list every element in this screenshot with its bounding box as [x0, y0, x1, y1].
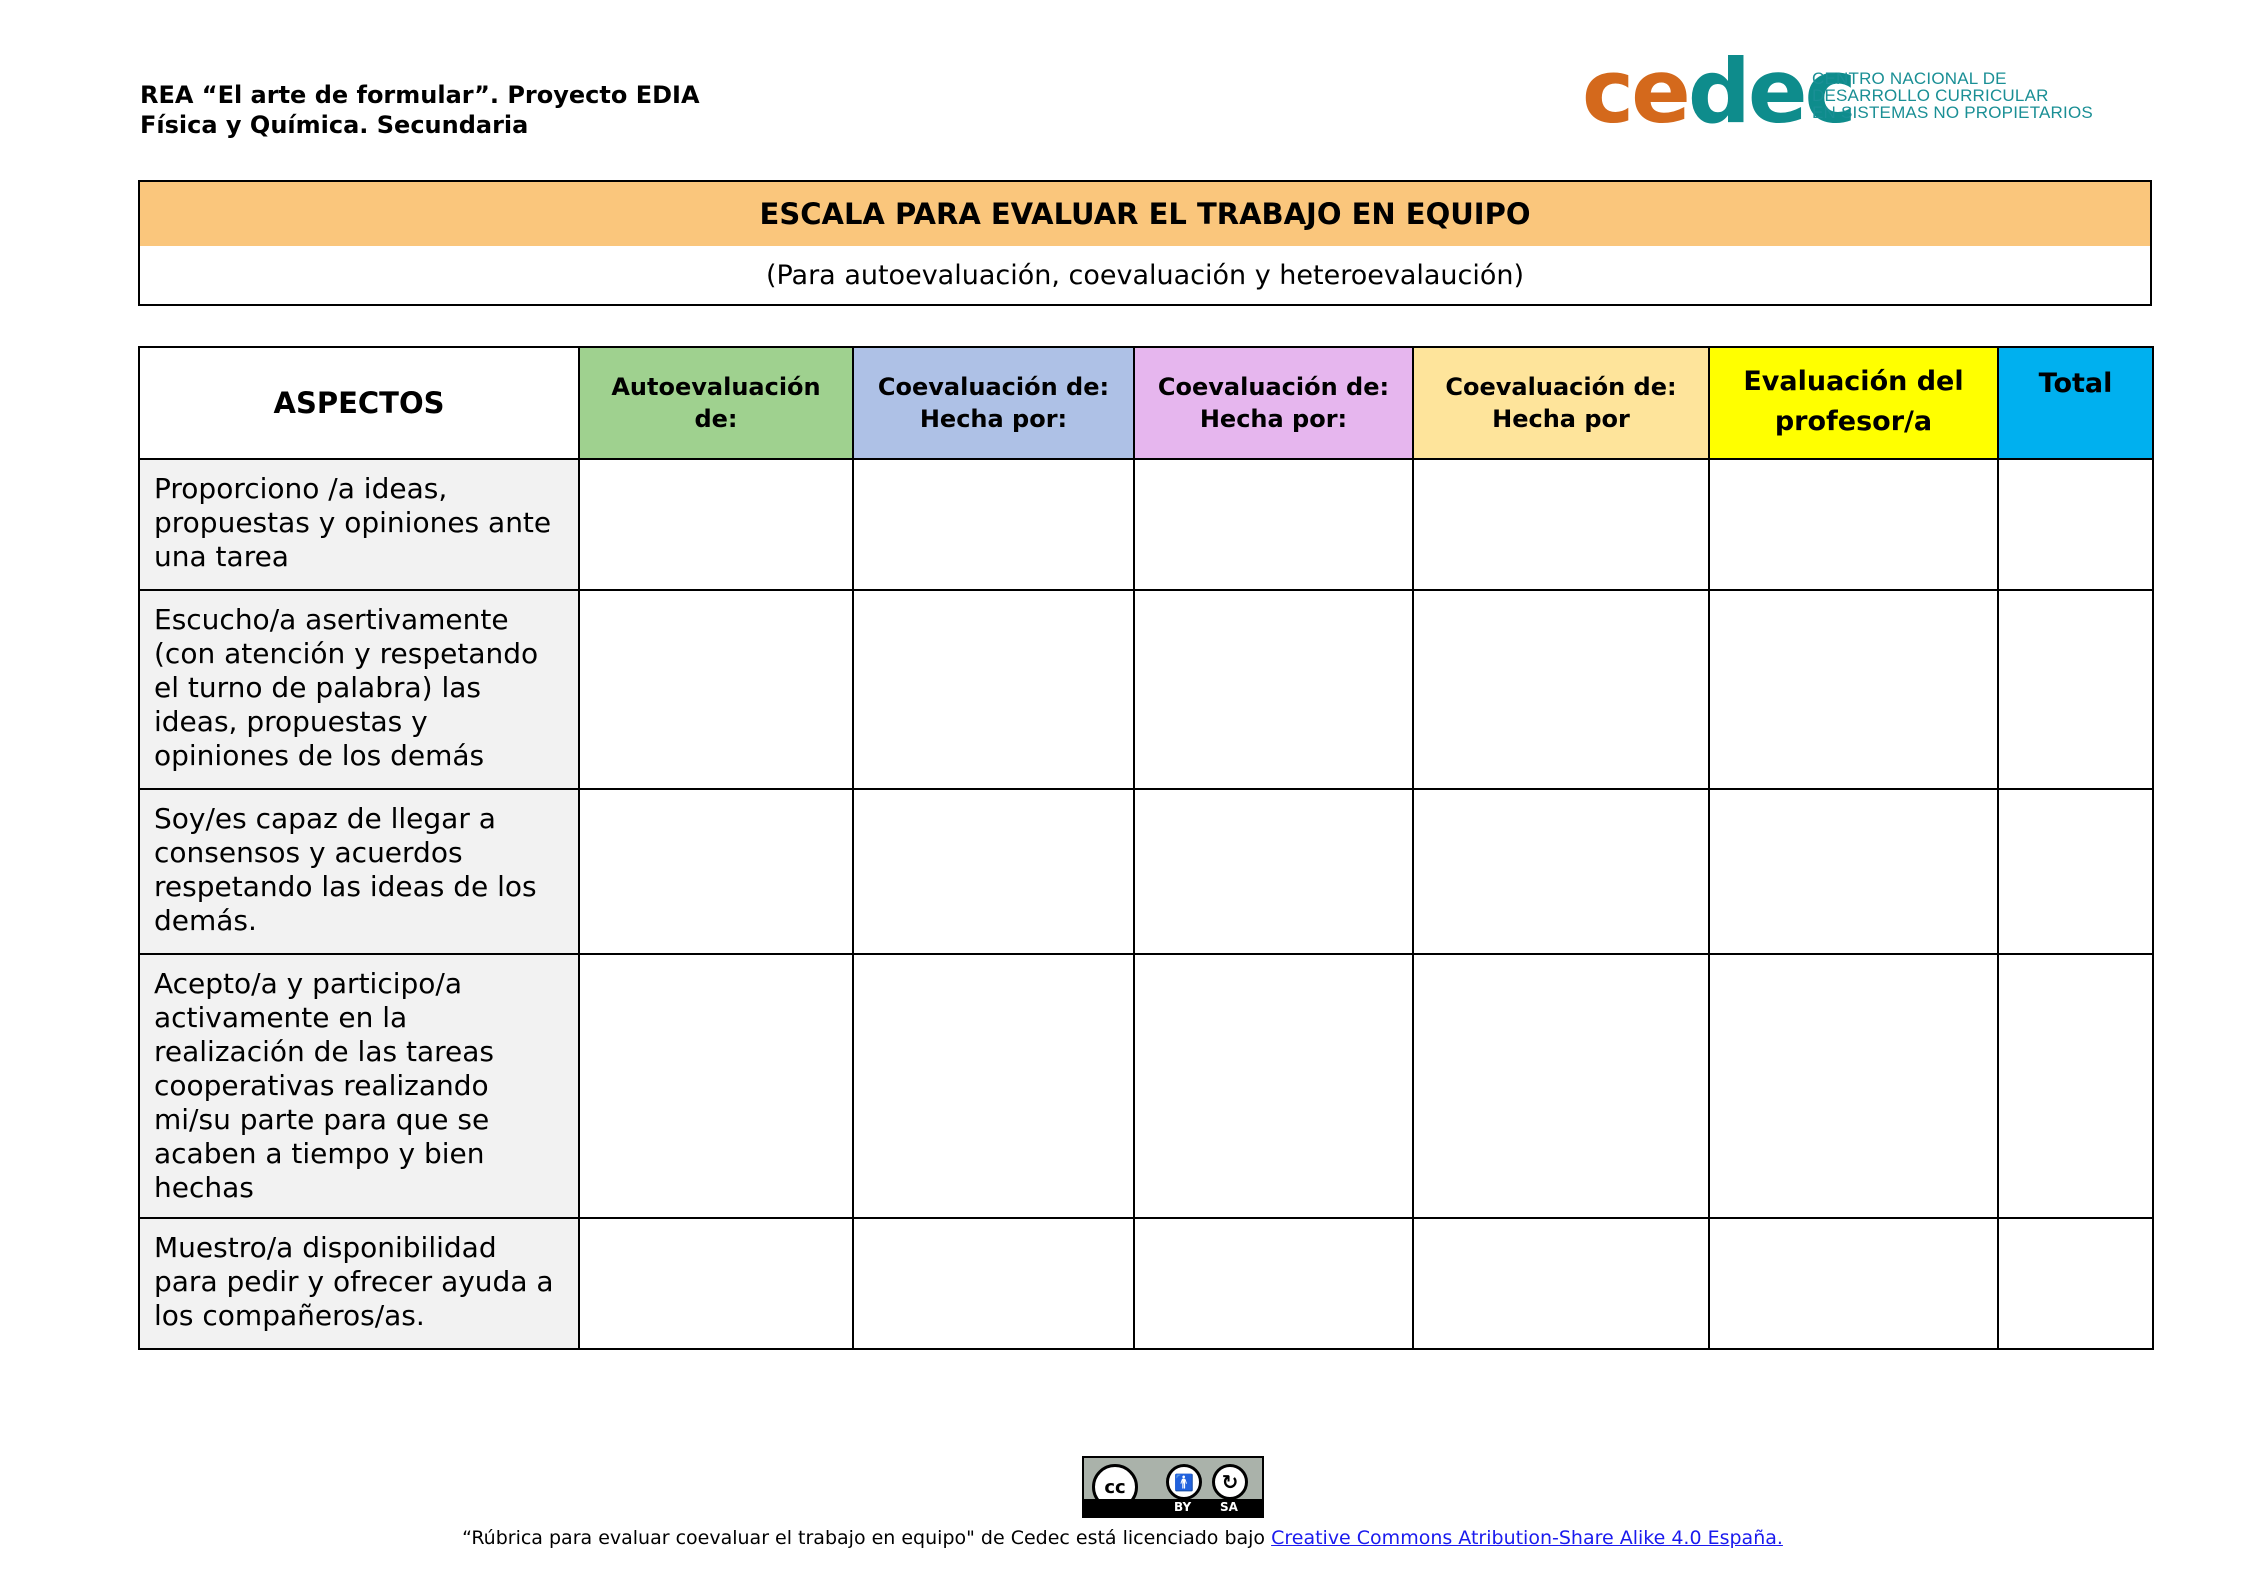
license-link[interactable]: Creative Commons Atribution-Share Alike 4.0 España.	[1271, 1527, 1783, 1549]
score-cell[interactable]	[1998, 954, 2153, 1218]
score-cell[interactable]	[1413, 1218, 1709, 1349]
score-cell[interactable]	[579, 1218, 853, 1349]
score-cell[interactable]	[1709, 590, 1998, 789]
score-cell[interactable]	[1709, 954, 1998, 1218]
header-autoevaluacion: Autoevaluación de:	[579, 347, 853, 459]
score-cell[interactable]	[1709, 459, 1998, 590]
header-line-2: Física y Química. Secundaria	[140, 111, 529, 139]
title-box	[138, 180, 2152, 306]
score-cell[interactable]	[1413, 789, 1709, 954]
header-row	[139, 347, 2153, 459]
score-cell[interactable]	[579, 590, 853, 789]
score-cell[interactable]	[1413, 954, 1709, 1218]
table-row	[139, 789, 2153, 954]
score-cell[interactable]	[1413, 590, 1709, 789]
cc-sa-label: SA	[1220, 1500, 1238, 1514]
header-evaluacion-profesor: Evaluación del profesor/a	[1709, 347, 1998, 459]
aspect-cell: Acepto/a y participo/a activamente en la realización de las tareas cooperativas realizando mi/su parte para que se acaben a tiempo y bien hechas	[139, 954, 579, 1218]
score-cell[interactable]	[1998, 1218, 2153, 1349]
cc-icon: cc	[1092, 1464, 1138, 1510]
header-coevaluacion-1: Coevaluación de: Hecha por:	[853, 347, 1134, 459]
score-cell[interactable]	[579, 789, 853, 954]
header-line-1: REA “El arte de formular”. Proyecto EDIA	[140, 81, 700, 109]
score-cell[interactable]	[853, 590, 1134, 789]
table-row	[139, 459, 2153, 590]
score-cell[interactable]	[1134, 590, 1413, 789]
header-coevaluacion-2: Coevaluación de: Hecha por:	[1134, 347, 1413, 459]
header-total: Total	[1998, 347, 2153, 459]
score-cell[interactable]	[853, 459, 1134, 590]
score-cell[interactable]	[579, 954, 853, 1218]
score-cell[interactable]	[1134, 789, 1413, 954]
score-cell[interactable]	[1413, 459, 1709, 590]
aspect-cell: Proporciono /a ideas, propuestas y opiniones ante una tarea	[139, 459, 579, 590]
score-cell[interactable]	[1134, 459, 1413, 590]
score-cell[interactable]	[1709, 1218, 1998, 1349]
logo-wordmark: cedec	[1582, 40, 1854, 143]
score-cell[interactable]	[1998, 789, 2153, 954]
score-cell[interactable]	[1134, 954, 1413, 1218]
header-coevaluacion-3: Coevaluación de: Hecha por	[1413, 347, 1709, 459]
page-title: ESCALA PARA EVALUAR EL TRABAJO EN EQUIPO	[140, 182, 2150, 246]
sa-share-icon: ↻	[1212, 1464, 1248, 1500]
evaluation-table	[138, 346, 2154, 1350]
cc-license-badge[interactable]	[1082, 1456, 1264, 1518]
aspect-cell: Muestro/a disponibilidad para pedir y ofrecer ayuda a los compañeros/as.	[139, 1218, 579, 1349]
by-person-icon: 🚹	[1166, 1464, 1202, 1500]
score-cell[interactable]	[853, 1218, 1134, 1349]
table-row	[139, 954, 2153, 1218]
cc-by-label: BY	[1174, 1500, 1192, 1514]
document-header	[140, 80, 700, 140]
license-footer	[0, 1527, 2245, 1549]
score-cell[interactable]	[1998, 459, 2153, 590]
aspect-cell: Escucho/a asertivamente (con atención y respetando el turno de palabra) las ideas, propuestas y opiniones de los demás	[139, 590, 579, 789]
logo-subtitle: CENTRO NACIONAL DE DESARROLLO CURRICULAR EN SISTEMAS NO PROPIETARIOS	[1812, 69, 2093, 122]
page-subtitle: (Para autoevaluación, coevaluación y heteroevalaución)	[765, 259, 1525, 291]
score-cell[interactable]	[1709, 789, 1998, 954]
license-text: “Rúbrica para evaluar coevaluar el trabajo en equipo" de Cedec está licenciado bajo	[462, 1527, 1272, 1549]
score-cell[interactable]	[579, 459, 853, 590]
score-cell[interactable]	[853, 954, 1134, 1218]
aspect-cell: Soy/es capaz de llegar a consensos y acuerdos respetando las ideas de los demás.	[139, 789, 579, 954]
score-cell[interactable]	[853, 789, 1134, 954]
table-row	[139, 590, 2153, 789]
score-cell[interactable]	[1998, 590, 2153, 789]
header-aspectos: ASPECTOS	[139, 347, 579, 459]
score-cell[interactable]	[1134, 1218, 1413, 1349]
table-row	[139, 1218, 2153, 1349]
